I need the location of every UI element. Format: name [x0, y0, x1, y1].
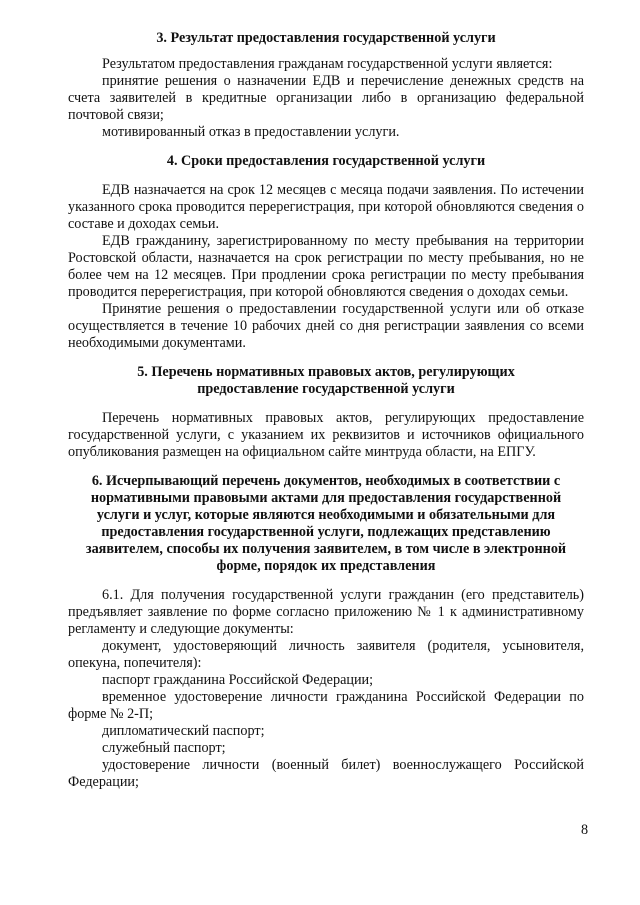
section-6-paragraph-1: 6.1. Для получения государственной услуги гражданин (его представитель) предъявляет заявление по форме согласно приложению № 1 к административному регламенту и следующие документы:: [68, 587, 584, 637]
section-6-heading-line-4: предоставления государственной услуги, подлежащих представлению: [101, 524, 551, 540]
section-6-heading-line-2: нормативными правовыми актами для предоставления государственной: [90, 490, 562, 506]
section-5-paragraph-1: Перечень нормативных правовых актов, регулирующих предоставление государственной услуги, с указанием их реквизитов и источников официального опубликования размещен на официальном сайте минтруда области, на ЕПГУ.: [68, 410, 584, 460]
section-4-heading: 4. Сроки предоставления государственной услуги: [166, 153, 486, 169]
section-5-heading-line-2: предоставление государственной услуги: [197, 381, 455, 397]
section-6-paragraph-2: документ, удостоверяющий личность заявителя (родителя, усыновителя, опекуна, попечителя):: [68, 638, 584, 671]
section-6-heading-line-5: заявителем, способы их получения заявителем, в том числе в электронной: [85, 541, 567, 557]
section-6-heading: [68, 473, 584, 575]
section-6-paragraph-7: удостоверение личности (военный билет) военнослужащего Российской Федерации;: [68, 757, 584, 790]
section-4-paragraph-1: ЕДВ назначается на срок 12 месяцев с месяца подачи заявления. По истечении указанного срока проводится перерегистрация, при которой обновляются сведения о составе и доходах семьи.: [68, 182, 584, 232]
page-number: 8: [581, 822, 589, 838]
section-4-paragraph-3: Принятие решения о предоставлении государственной услуги или об отказе осуществляется в течение 10 рабочих дней со дня регистрации заявления со всеми необходимыми документами.: [68, 301, 584, 351]
section-6-paragraph-5: дипломатический паспорт;: [102, 723, 265, 739]
section-5-heading-line-1: 5. Перечень нормативных правовых актов, регулирующих: [137, 364, 515, 380]
section-4-paragraph-2: ЕДВ гражданину, зарегистрированному по месту пребывания на территории Ростовской области, назначается на срок регистрации по месту пребывания, но не более чем на 12 месяцев. При продлении срока регистрации по месту пребывания проводится перерегистрация, при которой обновляются сведения о доходах семьи.: [68, 233, 584, 300]
section-5-heading: [68, 364, 584, 398]
section-3-paragraph-2: принятие решения о назначении ЕДВ и перечисление денежных средств на счета заявителей в кредитные организации либо в организацию федеральной почтовой связи;: [68, 73, 584, 123]
section-3-heading: 3. Результат предоставления государственной услуги: [156, 30, 496, 46]
section-3-paragraph-3: мотивированный отказ в предоставлении услуги.: [102, 124, 400, 140]
section-6-paragraph-3: паспорт гражданина Российской Федерации;: [102, 672, 374, 688]
section-6-heading-line-3: услуги и услуг, которые являются необходимыми и обязательными для: [96, 507, 556, 523]
section-6-paragraph-4: временное удостоверение личности гражданина Российской Федерации по форме № 2-П;: [68, 689, 584, 722]
section-6-heading-line-1: 6. Исчерпывающий перечень документов, необходимых в соответствии с: [91, 473, 561, 489]
section-6-paragraph-6: служебный паспорт;: [102, 740, 226, 756]
section-6-heading-line-6: форме, порядок их представления: [216, 558, 436, 574]
section-3-paragraph-1: Результатом предоставления гражданам государственной услуги является:: [102, 56, 553, 72]
